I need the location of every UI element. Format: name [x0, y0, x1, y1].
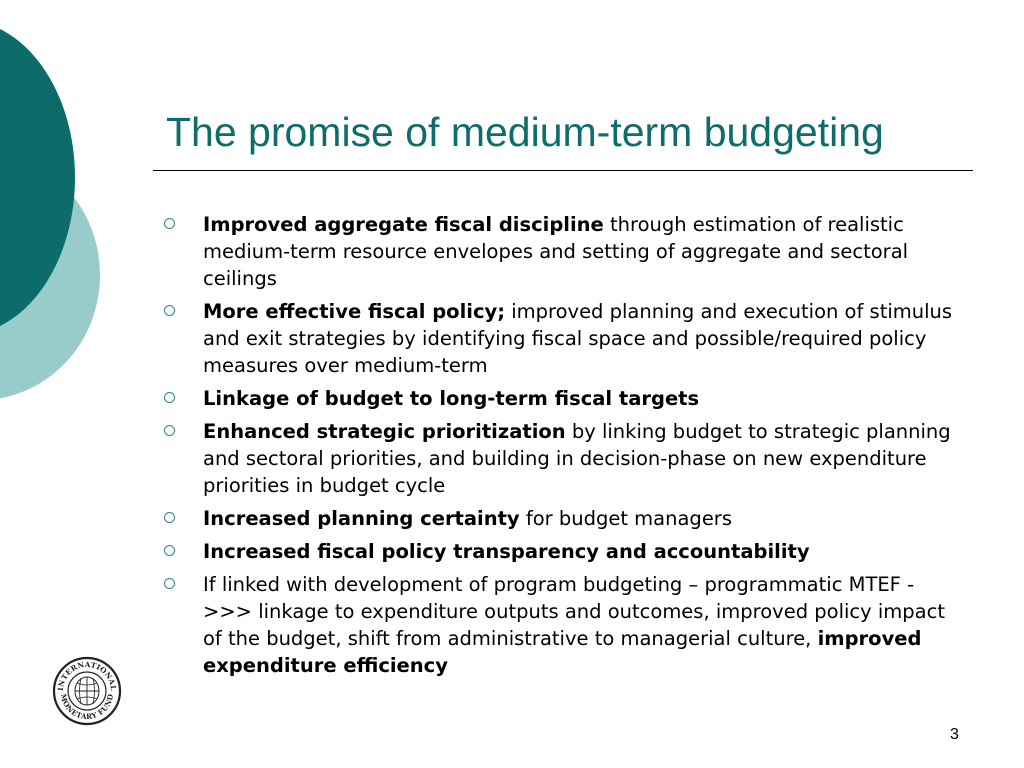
hollow-circle-bullet-icon	[164, 392, 175, 403]
slide-title: The promise of medium-term budgeting	[166, 109, 884, 155]
list-item	[164, 418, 964, 499]
hollow-circle-bullet-icon	[164, 512, 175, 523]
list-item	[164, 505, 964, 532]
imf-seal-logo-icon	[52, 656, 122, 726]
page-number: 3	[950, 726, 959, 743]
hollow-circle-bullet-icon	[164, 425, 175, 436]
list-item	[164, 571, 964, 679]
bullet-bold-text: Increased planning certainty	[203, 507, 520, 530]
bullet-bold-text: Improved aggregate fiscal discipline	[203, 213, 604, 236]
bullet-text: through estimation of realistic medium-term resource envelopes and setting of aggregate and sectoral ceilings	[203, 213, 909, 290]
list-item	[164, 298, 964, 379]
list-item	[164, 385, 964, 412]
title-divider	[153, 170, 973, 171]
bullet-bold-text: More effective fiscal policy;	[203, 300, 506, 323]
list-item	[164, 538, 964, 565]
hollow-circle-bullet-icon	[164, 578, 175, 589]
bullet-bold-text: improved expenditure efficiency	[203, 627, 922, 677]
bullet-text: If linked with development of program budgeting – programmatic MTEF - >>> linkage to expenditure outputs and outcomes, improved policy impact of the budget, shift from administrative to managerial culture,	[203, 573, 945, 650]
svg-text:MONETARY FUND: MONETARY FUND	[58, 692, 116, 722]
hollow-circle-bullet-icon	[164, 545, 175, 556]
bullet-list	[164, 211, 964, 685]
bullet-text: improved planning and execution of stimulus and exit strategies by identifying fiscal space and possible/required policy measures over medium-term	[203, 300, 953, 377]
bullet-text: for budget managers	[519, 507, 732, 530]
hollow-circle-bullet-icon	[164, 218, 175, 229]
bullet-bold-text: Enhanced strategic prioritization	[203, 420, 566, 443]
svg-text:INTERNATIONAL: INTERNATIONAL	[55, 659, 119, 692]
hollow-circle-bullet-icon	[164, 305, 175, 316]
bullet-bold-text: Increased fiscal policy transparency and accountability	[203, 540, 810, 563]
bullet-text: by linking budget to strategic planning and sectoral priorities, and building in decision-phase on new expenditure priorities in budget cycle	[203, 420, 951, 497]
list-item	[164, 211, 964, 292]
bullet-bold-text: Linkage of budget to long-term fiscal targets	[203, 387, 700, 410]
